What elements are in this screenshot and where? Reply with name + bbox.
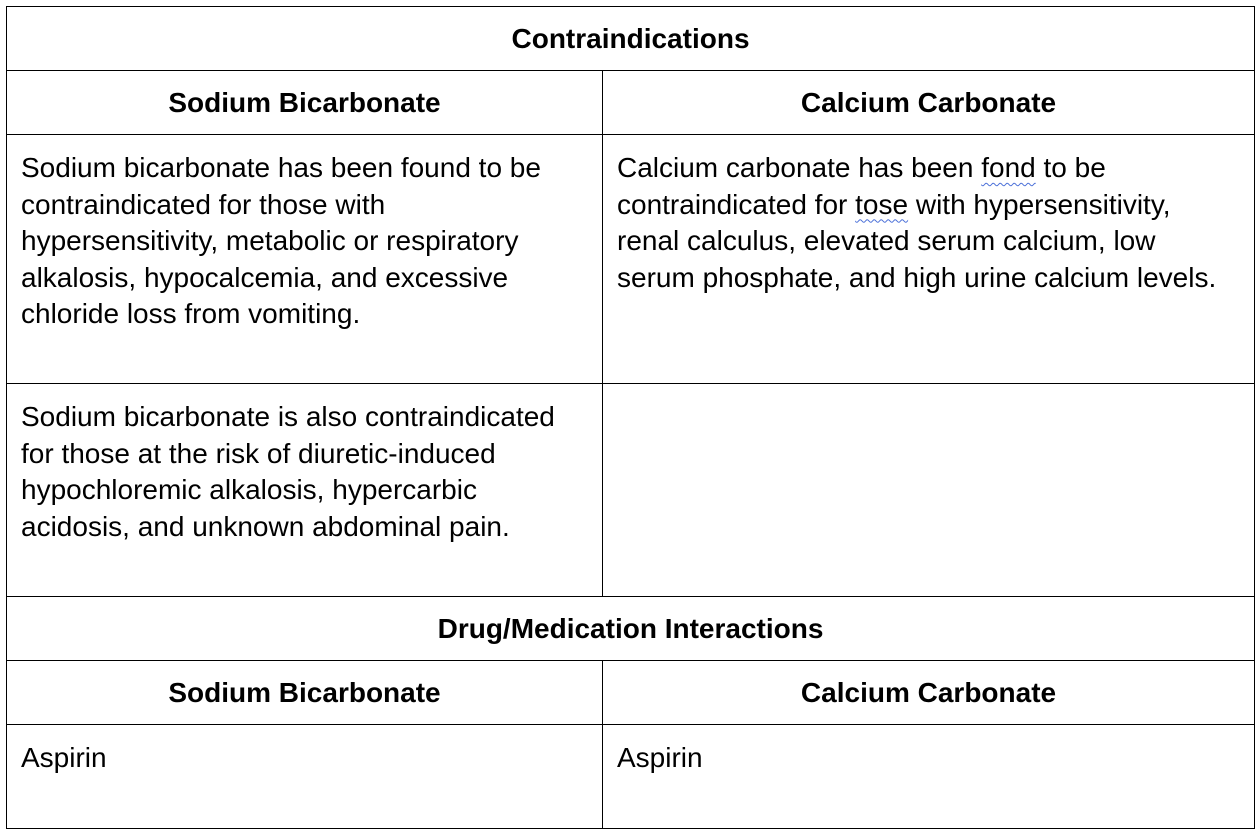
misspelled-word[interactable]: fond [981,152,1036,183]
cell-text-segment: Calcium carbonate has been [617,152,982,183]
contraindications-header-calcium-carbonate: Calcium Carbonate [603,71,1255,135]
contraindication-calcium-carbonate-cell [603,384,1255,597]
contraindication-sodium-bicarbonate-cell: Sodium bicarbonate has been found to be contraindicated for those with hypersensitivity, metabolic or respiratory alkalosis, hypocalcemia, and excessive chloride loss from vomiting. [7,135,603,384]
table-row [7,384,1255,597]
contraindications-title: Contraindications [7,7,1255,71]
cell-text-segment: with hypersensitivity, renal calculus, elevated serum calcium, low serum phosphate, and high urine calcium levels. [617,188,1217,293]
interaction-calcium-carbonate-cell: Aspirin [603,725,1255,829]
contraindications-header-sodium-bicarbonate: Sodium Bicarbonate [7,71,603,135]
interactions-header-row [7,661,1255,725]
table-row [7,135,1255,384]
interactions-header-calcium-carbonate: Calcium Carbonate [603,661,1255,725]
interaction-sodium-bicarbonate-cell: Aspirin [7,725,603,829]
contraindications-header-row [7,71,1255,135]
contraindication-sodium-bicarbonate-cell: Sodium bicarbonate is also contraindicated for those at the risk of diuretic-induced hypochloremic alkalosis, hypercarbic acidosis, and unknown abdominal pain. [7,384,603,597]
interactions-header-sodium-bicarbonate: Sodium Bicarbonate [7,661,603,725]
contraindications-title-row [7,7,1255,71]
interactions-title-row [7,597,1255,661]
contraindication-calcium-carbonate-cell [603,135,1255,384]
contraindications-interactions-table [6,6,1255,829]
misspelled-word[interactable]: tose [855,188,909,220]
table-row [7,725,1255,829]
cell-text-segment: to be contraindicated for [617,152,1106,220]
interactions-title: Drug/Medication Interactions [7,597,1255,661]
